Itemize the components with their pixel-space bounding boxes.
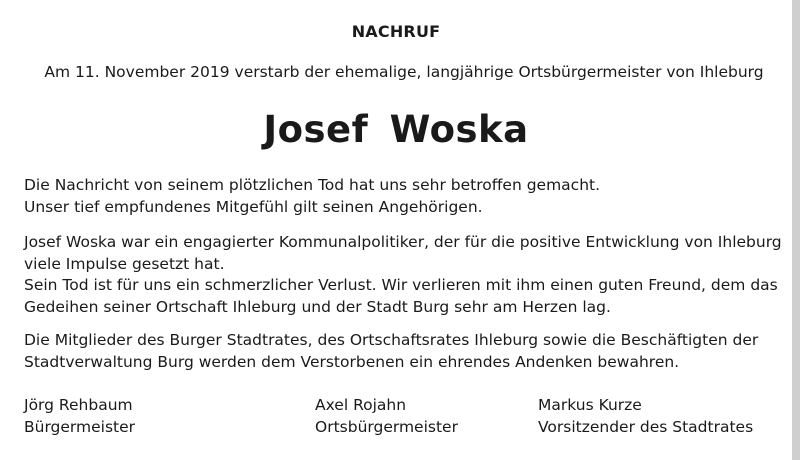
signatory-title: Ortsbürgermeister <box>315 417 458 436</box>
signatory-name: Jörg Rehbaum <box>24 396 133 414</box>
text-line: Josef Woska war ein engagierter Kommunalpolitiker, der für die positive Entwicklung von Ihleburg <box>24 233 782 251</box>
text-line: Stadtverwaltung Burg werden dem Verstorbenen ein ehrendes Andenken bewahren. <box>24 352 680 371</box>
text-line: Sein Tod ist für uns ein schmerzlicher Verlust. Wir verlieren mit ihm einen guten Freund, dem das <box>24 276 778 294</box>
paragraph-tribute <box>24 232 782 318</box>
signatory-council-chair <box>538 395 753 438</box>
signatory-mayor <box>24 395 135 438</box>
text-line: Gedeihen seiner Ortschaft Ihleburg und der Stadt Burg sehr am Herzen lag. <box>24 297 611 316</box>
notice-heading: NACHRUF <box>351 22 441 41</box>
signatory-local-mayor <box>315 395 458 438</box>
paragraph-condolence <box>24 175 779 218</box>
signatory-name: Markus Kurze <box>538 396 642 414</box>
text-line: Die Nachricht von seinem plötzlichen Tod hat uns sehr betroffen gemacht. <box>24 176 601 194</box>
deceased-name: Josef Woska <box>263 108 529 151</box>
text-line: Die Mitglieder des Burger Stadtrates, des Ortschaftsrates Ihleburg sowie die Beschäftigten der <box>24 331 759 349</box>
signatory-title: Bürgermeister <box>24 417 136 436</box>
signatory-title: Vorsitzender des Stadtrates <box>538 417 754 436</box>
paragraph-remembrance <box>24 330 779 373</box>
signatory-name: Axel Rojahn <box>315 396 407 414</box>
text-line: Unser tief empfundenes Mitgefühl gilt seinen Angehörigen. <box>24 197 483 216</box>
intro-line: Am 11. November 2019 verstarb der ehemalige, langjährige Ortsbürgermeister von Ihleburg <box>44 63 764 81</box>
text-line: viele Impulse gesetzt hat. <box>24 254 225 273</box>
